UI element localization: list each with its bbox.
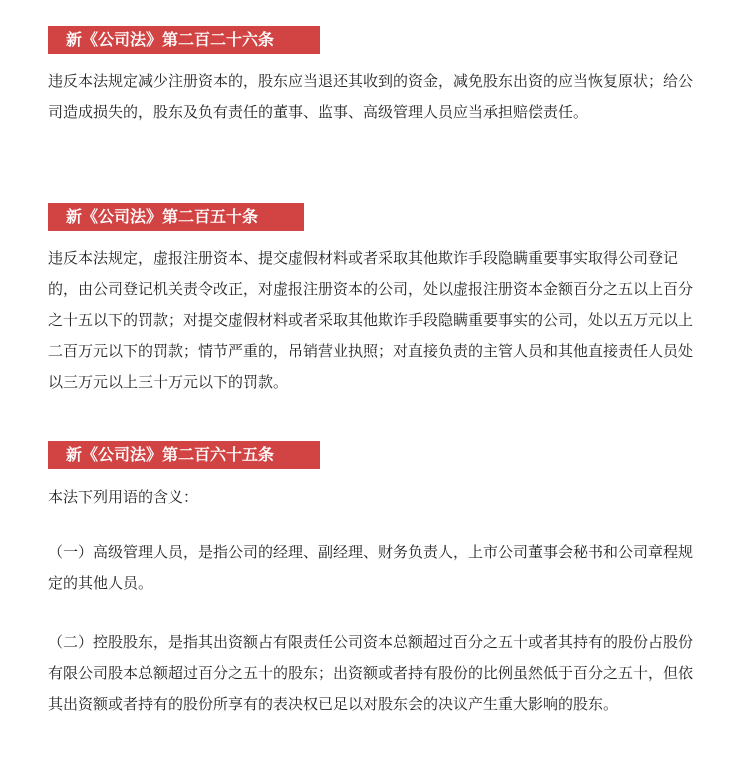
section-title-265: 新《公司法》第二百六十五条: [48, 441, 320, 469]
section-title-250: 新《公司法》第二百五十条: [48, 203, 304, 231]
section-body-250: 违反本法规定，虚报注册资本、提交虚假材料或者采取其他欺诈手段隐瞒重要事实取得公司登记的，由公司登记机关责令改正，对虚报注册资本的公司，处以虚报注册资本金额百分之五以上百分之十五以下的罚款；对提交虚假材料或者采取其他欺诈手段隐瞒重要事实的公司，处以五万元以上二百万元以下的罚款；情节严重的，吊销营业执照；对直接负责的主管人员和其他直接责任人员处以三万元以上三十万元以下的罚款。: [48, 249, 694, 391]
section-intro-265: 本法下列用语的含义：: [48, 488, 199, 506]
definition-item: （一）高级管理人员，是指公司的经理、副经理、财务负责人，上市公司董事会秘书和公司章程规定的其他人员。: [48, 543, 694, 592]
section-title-226: 新《公司法》第二百二十六条: [48, 26, 320, 54]
definition-item: （二）控股股东，是指其出资额占有限责任公司资本总额超过百分之五十或者其持有的股份占股份有限公司股本总额超过百分之五十的股东；出资额或者持有股份的比例虽然低于百分之五十，但依其出资额或者持有的股份所享有的表决权已足以对股东会的决议产生重大影响的股东。: [48, 633, 694, 713]
section-body-226: 违反本法规定减少注册资本的，股东应当退还其收到的资金，减免股东出资的应当恢复原状；给公司造成损失的，股东及负有责任的董事、监事、高级管理人员应当承担赔偿责任。: [48, 72, 694, 121]
